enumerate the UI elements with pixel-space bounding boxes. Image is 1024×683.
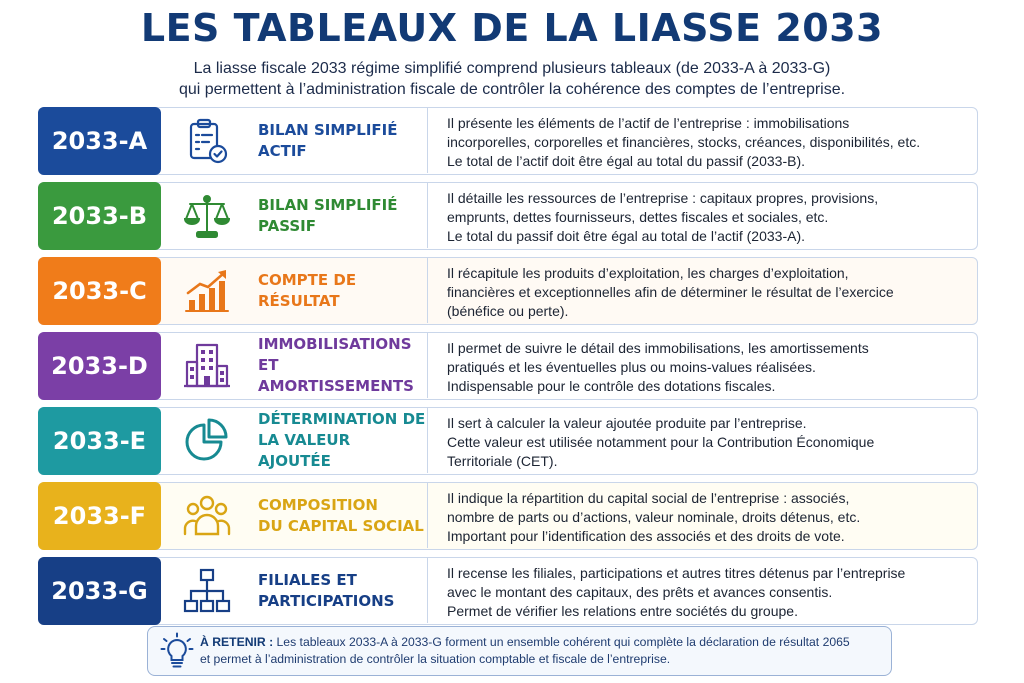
- description-line: Le total du passif doit être égal au total de l’actif (2033-A).: [447, 228, 805, 244]
- table-row: [38, 482, 978, 550]
- table-description: [447, 489, 975, 546]
- description-line: Il indique la répartition du capital social de l’entreprise : associés,: [447, 490, 850, 506]
- table-title-line: LA VALEUR AJOUTÉE: [258, 431, 351, 470]
- description-line: Il présente les éléments de l’actif de l’entreprise : immobilisations: [447, 115, 850, 131]
- table-code-badge: 2033-F: [38, 482, 161, 550]
- table-row: [38, 257, 978, 325]
- table-title-line: ACTIF: [258, 141, 307, 160]
- description-line: pratiqués et les éventuelles plus ou moins-values réalisées.: [447, 359, 816, 375]
- table-title: [258, 558, 428, 623]
- description-line: Cette valeur est utilisée notamment pour la Contribution Économique: [447, 434, 875, 450]
- table-code-badge: 2033-G: [38, 557, 161, 625]
- table-title: [258, 183, 428, 248]
- description-line: Territoriale (CET).: [447, 453, 558, 469]
- table-title-line: BILAN SIMPLIFIÉ: [258, 195, 398, 214]
- retenir-line: Les tableaux 2033-A à 2033-G forment un ensemble cohérent qui complète la déclaration de résultat 2065: [276, 635, 850, 649]
- description-line: Il recense les filiales, participations et autres titres détenus par l’entreprise: [447, 565, 906, 581]
- description-line: incorporelles, corporelles et financières, stocks, créances, disponibilités, etc.: [447, 134, 921, 150]
- people-group-icon: [182, 492, 232, 540]
- table-title-cell: [162, 333, 428, 398]
- table-code-badge: 2033-C: [38, 257, 161, 325]
- balance-scale-icon: [182, 192, 232, 240]
- table-description: [447, 114, 975, 171]
- retenir-heading: À RETENIR :: [200, 635, 274, 649]
- table-description: [447, 264, 975, 321]
- subtitle-line: La liasse fiscale 2033 régime simplifié comprend plusieurs tableaux (de 2033-A à 2033-G): [193, 60, 831, 77]
- clipboard-check-icon: [182, 117, 232, 165]
- description-line: nombre de parts ou d’actions, valeur nominale, droits détenus, etc.: [447, 509, 861, 525]
- page-title: LES TABLEAUX DE LA LIASSE 2033: [140, 6, 884, 50]
- table-description: [447, 414, 975, 471]
- table-title: [258, 258, 428, 323]
- table-description: [447, 339, 975, 396]
- table-title-line: DU CAPITAL SOCIAL: [258, 516, 424, 535]
- growth-chart-icon: [182, 267, 232, 315]
- table-title: [258, 108, 428, 173]
- subtitle-line: qui permettent à l’administration fiscale de contrôler la cohérence des comptes de l’entreprise.: [178, 81, 846, 98]
- description-line: Il sert à calculer la valeur ajoutée produite par l’entreprise.: [447, 415, 807, 431]
- table-description: [447, 189, 975, 246]
- table-title-line: PARTICIPATIONS: [258, 591, 395, 610]
- table-title: [258, 408, 428, 473]
- description-line: emprunts, dettes fournisseurs, dettes fiscales et sociales, etc.: [447, 209, 829, 225]
- description-line: Il détaille les ressources de l’entreprise : capitaux propres, provisions,: [447, 190, 879, 206]
- pie-chart-icon: [182, 417, 232, 465]
- description-line: Il permet de suivre le détail des immobilisations, les amortissements: [447, 340, 869, 356]
- table-title-line: ET AMORTISSEMENTS: [258, 356, 414, 395]
- org-chart-icon: [182, 567, 232, 615]
- table-title-cell: [162, 258, 428, 323]
- table-title-line: FILIALES ET: [258, 570, 357, 589]
- page-subtitle: [60, 58, 964, 100]
- description-line: financières et exceptionnelles afin de déterminer le résultat de l’exercice: [447, 284, 894, 300]
- description-line: (bénéfice ou perte).: [447, 303, 569, 319]
- table-title: [258, 333, 428, 398]
- table-code-badge: 2033-B: [38, 182, 161, 250]
- table-title-cell: [162, 558, 428, 623]
- table-title-cell: [162, 108, 428, 173]
- table-title-cell: [162, 408, 428, 473]
- description-line: Indispensable pour le contrôle des dotations fiscales.: [447, 378, 776, 394]
- lightbulb-icon: [160, 632, 194, 670]
- table-row: [38, 332, 978, 400]
- building-icon: [182, 342, 232, 390]
- table-title-line: IMMOBILISATIONS: [258, 335, 412, 353]
- table-title-line: COMPOSITION: [258, 495, 378, 514]
- table-title-line: COMPTE DE: [258, 270, 357, 289]
- table-title-line: PASSIF: [258, 216, 316, 235]
- description-line: Le total de l’actif doit être égal au total du passif (2033-B).: [447, 153, 805, 169]
- table-row: [38, 557, 978, 625]
- table-row: [38, 407, 978, 475]
- table-title-cell: [162, 483, 428, 548]
- table-row: [38, 107, 978, 175]
- table-description: [447, 564, 975, 621]
- retenir-line: et permet à l’administration de contrôler la situation comptable et fiscale de l’entreprise.: [200, 652, 671, 666]
- table-row: [38, 182, 978, 250]
- table-title-cell: [162, 183, 428, 248]
- table-title-line: BILAN SIMPLIFIÉ: [258, 120, 398, 139]
- table-code-badge: 2033-D: [38, 332, 161, 400]
- table-code-badge: 2033-A: [38, 107, 161, 175]
- table-code-badge: 2033-E: [38, 407, 161, 475]
- description-line: Important pour l’identification des associés et des droits de vote.: [447, 528, 845, 544]
- description-line: Permet de vérifier les relations entre sociétés du groupe.: [447, 603, 798, 619]
- table-title-line: RÉSULTAT: [258, 291, 340, 310]
- table-title-line: DÉTERMINATION DE: [258, 410, 426, 428]
- description-line: avec le montant des capitaux, des prêts et avances consentis.: [447, 584, 833, 600]
- retenir-box: [147, 626, 892, 676]
- description-line: Il récapitule les produits d’exploitation, les charges d’exploitation,: [447, 265, 849, 281]
- table-title: [258, 483, 428, 548]
- retenir-text: [200, 634, 890, 668]
